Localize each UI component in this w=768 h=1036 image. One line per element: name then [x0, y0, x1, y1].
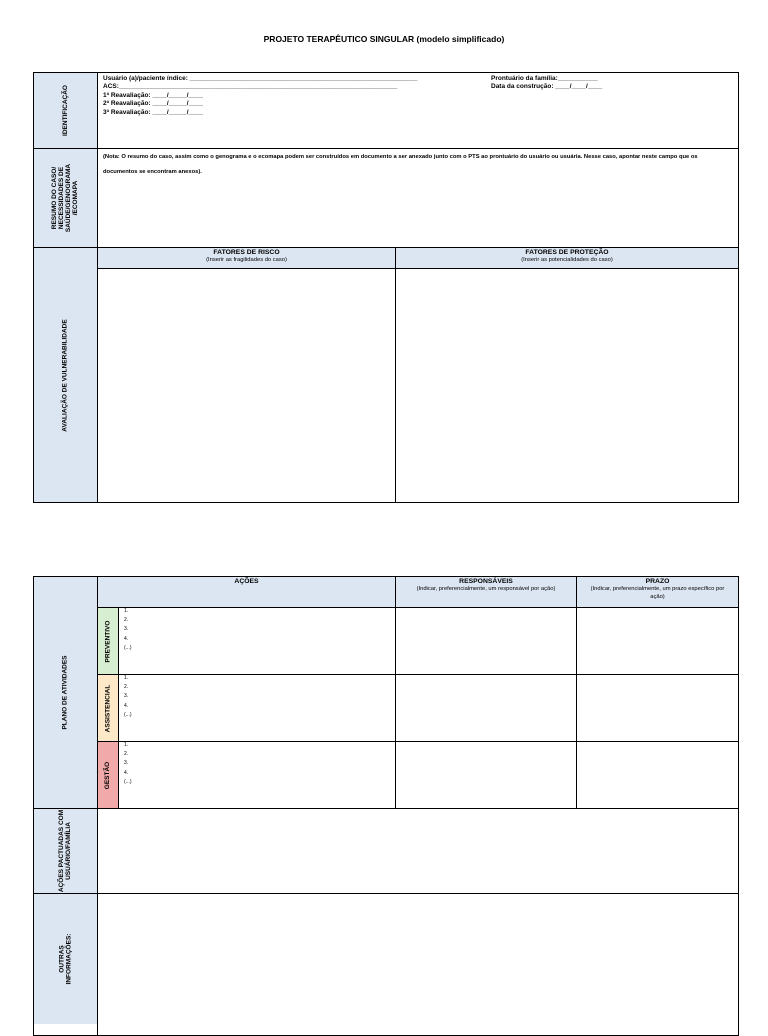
- page-title: PROJETO TERAPÊUTICO SINGULAR (modelo simplificado): [263, 34, 505, 44]
- fatores-risco-header: [98, 248, 395, 268]
- list-item: 2.: [124, 751, 129, 758]
- resumo-note: (Nota: O resumo do caso, assim como o genograma e o ecomapa podem ser construídos em documento a ser anexado junto com o PTS ao prontuário do usuário ou usuária. Nesse caso, apontar neste campo que os documentos se encontram anexos).: [103, 154, 698, 175]
- top-divider: [33, 148, 739, 149]
- resumo-label-line: SAÚDE/GENOGRAMA: [65, 163, 73, 233]
- reavaliacao-3-field[interactable]: 3ª Reavaliação: ____/_____/____: [103, 108, 203, 116]
- list-item: 4.: [124, 769, 129, 776]
- vulnerabilidade-label-cell: [34, 248, 97, 502]
- pactuadas-area[interactable]: [98, 809, 738, 893]
- fatores-protecao-subtitle: (Inserir as potencialidades do caso): [521, 257, 613, 263]
- responsaveis-header: [396, 577, 576, 607]
- category-gestao: [98, 742, 118, 808]
- list-item: 4.: [124, 702, 129, 709]
- plano-label: PLANO DE ATIVIDADES: [62, 655, 70, 730]
- list-item: (...): [124, 778, 132, 785]
- acs-field[interactable]: ACS:_____________________________________________________________________________: [103, 83, 398, 91]
- list-item: 2.: [124, 617, 129, 624]
- category-preventivo: [98, 608, 118, 674]
- fatores-risco-subtitle: (Inserir as fragilidades do caso): [206, 257, 287, 263]
- reavaliacao-1-field[interactable]: 1ª Reavaliação: ____/_____/____: [103, 91, 203, 99]
- category-preventivo-label: PREVENTIVO: [104, 620, 112, 662]
- bottom-divider: [97, 741, 739, 742]
- pactuadas-label: [59, 810, 73, 892]
- acoes-header: [98, 577, 395, 607]
- category-assistencial: [98, 675, 118, 741]
- list-item: 3.: [124, 693, 129, 700]
- plano-label-cell: [34, 577, 97, 808]
- resumo-label-line: /ECOMAPA: [72, 180, 80, 216]
- list-item: (...): [124, 711, 132, 718]
- bottom-divider: [395, 576, 396, 809]
- pactuadas-label-line: AÇÕES PACTUADAS COM: [58, 809, 66, 893]
- fatores-risco-title: FATORES DE RISCO: [213, 249, 280, 256]
- bottom-divider: [97, 674, 739, 675]
- prazo-subtitle: (Indicar, preferencialmente, um prazo específico por ação): [590, 586, 725, 600]
- identificacao-label: IDENTIFICAÇÃO: [61, 85, 69, 136]
- list-item: 1.: [124, 608, 129, 614]
- outras-label: [58, 934, 72, 985]
- list-item: 1.: [124, 675, 129, 681]
- resumo-label-cell: [34, 149, 97, 247]
- responsaveis-subtitle: (Indicar, preferencialmente, um responsável por ação): [416, 586, 556, 592]
- reavaliacao-2-field[interactable]: 2ª Reavaliação: ____/_____/____: [103, 100, 203, 108]
- fatores-protecao-header: [396, 248, 738, 268]
- acoes-title: AÇÕES: [234, 578, 259, 585]
- fatores-protecao-area[interactable]: [396, 269, 738, 502]
- fatores-protecao-title: FATORES DE PROTEÇÃO: [525, 249, 609, 256]
- pactuadas-label-line: USUÁRIO/FAMÍLIA: [65, 822, 73, 880]
- list-item: 1.: [124, 742, 129, 748]
- pactuadas-label-cell: [34, 809, 97, 893]
- list-item: 2.: [124, 684, 129, 691]
- fatores-risco-area[interactable]: [98, 269, 395, 502]
- outras-label-line: OUTRAS: [58, 945, 66, 973]
- usuario-field[interactable]: Usuário (a)/paciente índice: _______________________________________________________________: [103, 75, 418, 82]
- list-item: 4.: [124, 635, 129, 642]
- responsaveis-title: RESPONSÁVEIS: [459, 578, 513, 585]
- outras-area[interactable]: [98, 894, 738, 1024]
- list-item: 3.: [124, 760, 129, 767]
- category-assistencial-label: ASSISTENCIAL: [104, 684, 112, 732]
- data-construcao-field[interactable]: Data da construção: ____/____/____: [491, 83, 603, 91]
- category-gestao-label: GESTÃO: [104, 761, 112, 789]
- resumo-label-line: NECESSIDADES DE: [58, 166, 66, 230]
- vulnerabilidade-label: AVALIAÇÃO DE VULNERABILIDADE: [62, 318, 69, 432]
- resumo-label-line: RESUMO DO CASO/: [51, 166, 59, 230]
- prontuario-field[interactable]: Prontuário da família:___________: [491, 75, 598, 82]
- assistencial-list[interactable]: [124, 674, 132, 720]
- bottom-divider: [576, 576, 577, 809]
- bottom-divider: [118, 607, 119, 809]
- preventivo-list[interactable]: [124, 607, 132, 653]
- outras-label-line: INFORMAÇÕES:: [65, 933, 73, 985]
- list-item: (...): [124, 644, 132, 651]
- outras-label-cell: [34, 894, 97, 1024]
- bottom-divider: [97, 607, 739, 608]
- gestao-list[interactable]: [124, 741, 132, 787]
- identificacao-label-cell: [34, 73, 97, 148]
- list-item: 3.: [124, 626, 129, 633]
- prazo-header: [577, 577, 738, 607]
- prazo-title: PRAZO: [645, 578, 670, 585]
- resumo-label: [52, 164, 80, 232]
